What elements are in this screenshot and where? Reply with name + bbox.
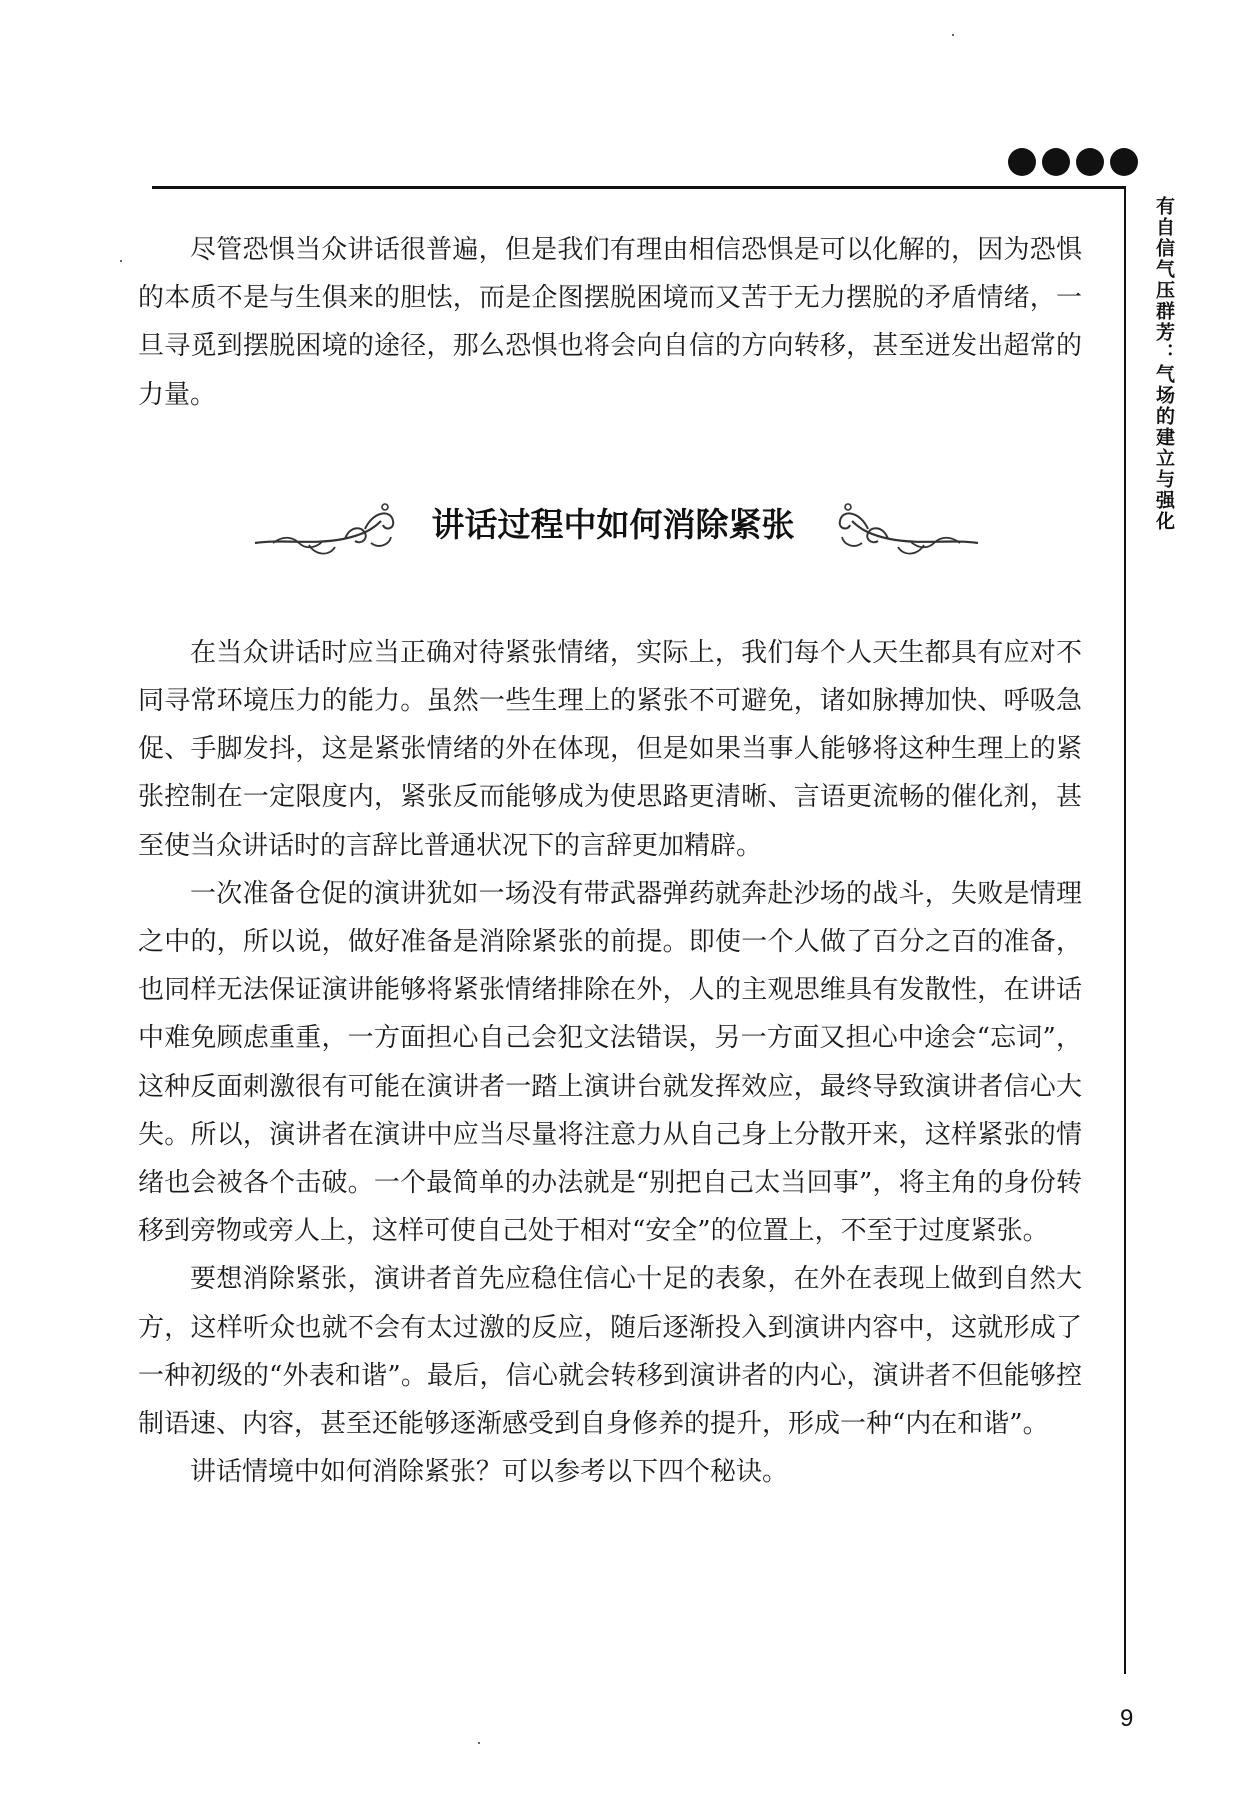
paragraph: 尽管恐惧当众讲话很普遍，但是我们有理由相信恐惧是可以化解的，因为恐惧的本质不是与生俱来的胆怯，而是企图摆脱困境而又苦于无力摆脱的矛盾情绪，一旦寻觅到摆脱困境的途径，那么恐惧也将会向自信的方向转移，甚至迸发出超常的力量。: [138, 235, 1082, 410]
chapter-marker-dots: [1008, 148, 1138, 176]
header-rule: [152, 186, 1124, 189]
section-heading-block: [138, 477, 1082, 587]
flourish-left-icon: [253, 499, 403, 569]
scan-speck: [478, 1742, 480, 1744]
running-chapter-title: 有自信气压群芳：气场的建立与强化: [1153, 196, 1175, 532]
paragraph: 一次准备仓促的演讲犹如一场没有带武器弹药就奔赴沙场的战斗，失败是情理之中的，所以说，做好准备是消除紧张的前提。即使一个人做了百分之百的准备，也同样无法保证演讲能够将紧张情绪排除在外，人的主观思维具有发散性，在讲话中难免顾虑重重，一方面担心自己会犯文法错误，另一方面又担心中途会“忘词”，这种反面刺激很有可能在演讲者一踏上演讲台就发挥效应，最终导致演讲者信心大失。所以，演讲者在演讲中应当尽量将注意力从自己身上分散开来，这样紧张的情绪也会被各个击破。一个最简单的办法就是“别把自己太当回事”，将主角的身份转移到旁物或旁人上，这样可使自己处于相对“安全”的位置上，不至于过度紧张。: [138, 878, 1082, 1247]
page-number: 9: [1120, 1705, 1134, 1732]
margin-rule: [1124, 186, 1126, 1674]
marker-dot: [1042, 148, 1070, 176]
scan-speck: [952, 34, 954, 36]
marker-dot: [1076, 148, 1104, 176]
page-body: [138, 226, 1082, 1496]
flourish-right-icon: [830, 499, 980, 569]
marker-dot: [1008, 148, 1036, 176]
marker-dot: [1110, 148, 1138, 176]
paragraph: 要想消除紧张，演讲者首先应稳住信心十足的表象，在外在表现上做到自然大方，这样听众也就不会有太过激的反应，随后逐渐投入到演讲内容中，这就形成了一种初级的“外表和谐”。最后，信心就会转移到演讲者的内心，演讲者不但能够控制语速、内容，甚至还能够逐渐感受到自身修养的提升，形成一种“内在和谐”。: [138, 1264, 1082, 1440]
paragraph: 讲话情境中如何消除紧张？可以参考以下四个秘诀。: [190, 1457, 789, 1488]
paragraph: 在当众讲话时应当正确对待紧张情绪，实际上，我们每个人天生都具有应对不同寻常环境压力的能力。虽然一些生理上的紧张不可避免，诸如脉搏加快、呼吸急促、手脚发抖，这是紧张情绪的外在体现，但是如果当事人能够将这种生理上的紧张控制在一定限度内，紧张反而能够成为使思路更清晰、言语更流畅的催化剂，甚至使当众讲话时的言辞比普通状况下的言辞更加精辟。: [138, 637, 1082, 861]
section-heading: 讲话过程中如何消除紧张: [431, 504, 795, 544]
scan-speck: [120, 260, 122, 262]
